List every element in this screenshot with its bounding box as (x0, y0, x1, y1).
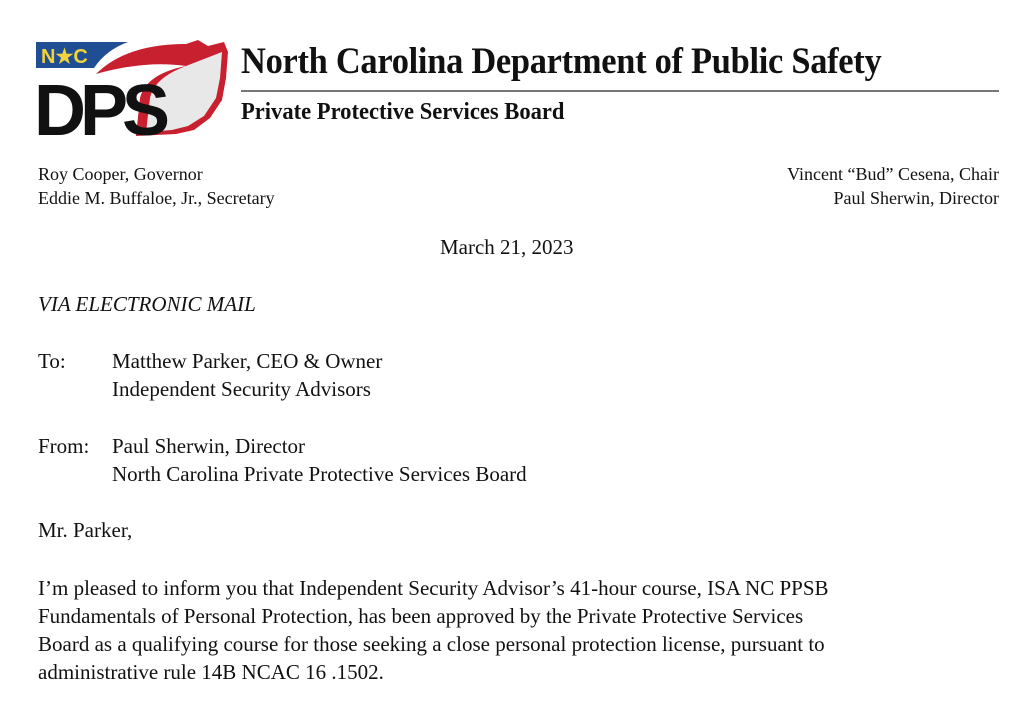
secretary-line: Eddie M. Buffaloe, Jr., Secretary (38, 188, 275, 208)
board-subtitle: Private Protective Services Board (241, 99, 565, 125)
recipient-org: Independent Security Advisors (112, 377, 371, 401)
sender-name: Paul Sherwin, Director (112, 434, 306, 458)
from-label: From: (38, 434, 90, 458)
board-officials (787, 162, 999, 210)
recipient-name: Matthew Parker, CEO & Owner (112, 349, 383, 373)
to-label: To: (38, 349, 66, 373)
governor-line: Roy Cooper, Governor (38, 164, 203, 184)
body-line: I’m pleased to inform you that Independent Security Advisor’s 41-hour course, ISA NC PPSB (38, 576, 829, 600)
svg-text:N★C: N★C (41, 46, 88, 68)
state-officials (38, 162, 275, 210)
body-paragraph (38, 574, 998, 686)
body-line: administrative rule 14B NCAC 16 .1502. (38, 660, 384, 684)
salutation: Mr. Parker, (38, 518, 133, 542)
body-line: Fundamentals of Personal Protection, has been approved by the Private Protective Services (38, 604, 804, 628)
director-line: Paul Sherwin, Director (833, 188, 999, 208)
body-line: Board as a qualifying course for those seeking a close personal protection license, pursuant to (38, 632, 825, 656)
department-title: North Carolina Department of Public Safety (241, 41, 882, 82)
chair-line: Vincent “Bud” Cesena, Chair (787, 164, 999, 184)
sender-org: North Carolina Private Protective Services Board (112, 462, 527, 486)
svg-text:DPS: DPS (36, 71, 165, 138)
dps-logo (36, 38, 236, 138)
letter-date: March 21, 2023 (440, 235, 574, 259)
dps-shield-icon (36, 38, 236, 138)
delivery-method: VIA ELECTRONIC MAIL (38, 292, 256, 316)
header-divider (241, 90, 999, 92)
